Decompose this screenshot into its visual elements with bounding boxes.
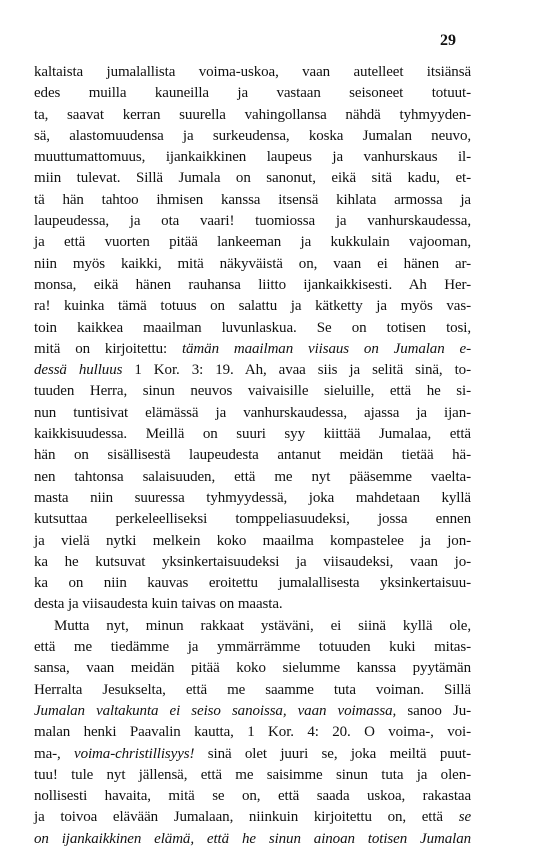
text-segment: ja toivoa elävään Jumalaan, niinkuin kirjoitettu on, että [34, 809, 459, 826]
text-line [34, 211, 471, 232]
text-segment: desta ja viisaudesta kuin taivas on maasta. [34, 596, 283, 613]
italic-text: se [458, 809, 471, 826]
text-line [34, 744, 471, 765]
text-line [34, 232, 471, 253]
text-segment: edes muilla kauneilla ja vastaan seisoneet totuut- [34, 85, 471, 102]
text-line [34, 658, 471, 679]
text-segment: toin kaikkea maailman luvunlaskua. Se on totisen tosi, [34, 319, 471, 336]
text-line [34, 168, 471, 189]
text-segment: ka on niin kauvas eroitettu jumalallisesta yksinkertaisuu- [34, 575, 471, 592]
text-line [34, 424, 471, 445]
text-segment: tuu! tule nyt jällensä, että me saisimme sinun tuta ja olen- [34, 766, 471, 783]
text-segment: Mutta nyt, minun rakkaat ystäväni, ei siinä kyllä ole, [54, 617, 471, 634]
text-line [34, 765, 471, 786]
text-segment: malan henki Paavalin kautta, 1 Kor. 4: 20. O voima-, voi- [34, 724, 471, 741]
text-line [34, 722, 471, 743]
text-line [34, 381, 471, 402]
text-segment: nollisesti havaita, mitä se on, että saada uskoa, rakastaa [34, 788, 471, 805]
text-line [34, 488, 471, 509]
text-line [34, 829, 471, 850]
text-line [34, 637, 471, 658]
text-line [34, 275, 471, 296]
text-line [34, 552, 471, 573]
text-line [34, 467, 471, 488]
text-line [34, 531, 471, 552]
italic-text: on ijankaikkinen elämä, että he sinun ainoan totisen Jumalan [34, 830, 471, 847]
body-text [34, 62, 471, 850]
text-segment: monsa, eikä hänen rauhansa liitto ijankaikkisesti. Ah Her- [34, 276, 471, 293]
text-segment: sinä olet juuri se, joka meiltä puut- [194, 745, 471, 762]
text-segment: ra! kuinka tämä totuus on salattu ja kätketty ja myös vas- [34, 298, 471, 315]
italic-text: dessä hulluus [34, 362, 123, 379]
text-segment: 1 Kor. 3: 19. Ah, avaa siis ja selitä sinä, to- [122, 362, 471, 379]
text-segment: ja että vuorten pitää lankeeman ja kukkulain vajooman, [34, 234, 471, 251]
text-segment: kaltaista jumalallista voima-uskoa, vaan autelleet itsiänsä [34, 64, 471, 80]
text-segment: kutsuttaa perkeleelliseksi tomppeliasuudeksi, jossa ennen [34, 511, 471, 528]
text-segment: masta niin suuressa tyhmyydessä, joka mahdetaan kyllä [34, 489, 471, 506]
text-line [34, 701, 471, 722]
text-segment: kaikkisuudessa. Meillä on suuri syy kiittää Jumalaa, että [34, 426, 471, 443]
text-line [34, 83, 471, 104]
text-segment: muuttumattomuus, ijankaikkinen laupeus ja vanhurskaus il- [34, 149, 471, 166]
text-line [34, 445, 471, 466]
text-segment: ja vielä nytki melkein koko maailma kompastelee ja jon- [34, 532, 471, 549]
text-line [34, 616, 471, 637]
text-segment: tuuden Herra, sinun neuvos vaivaisille sieluille, että he si- [34, 383, 471, 400]
text-line [34, 360, 471, 381]
text-segment: laupeudessa, ja ota vaari! tuomiossa ja vanhurskaudessa, [34, 213, 471, 230]
text-line [34, 403, 471, 424]
text-line [34, 573, 471, 594]
italic-text: tämän maailman viisaus on Jumalan e- [181, 340, 471, 357]
text-line [34, 786, 471, 807]
text-line [34, 509, 471, 530]
text-segment: sä, alastomuudensa ja surkeudensa, koska Jumalan neuvo, [34, 127, 471, 144]
text-segment: tä hän tahtoo ihmisen kanssa itsensä kihlata armossa ja [34, 191, 471, 208]
italic-text: Jumalan valtakunta ei seiso sanoissa, vaan voimassa, [34, 702, 397, 719]
text-line [34, 318, 471, 339]
text-line [34, 254, 471, 275]
text-segment: hän on sisällisestä laupeudesta antanut meidän tietää hä- [34, 447, 471, 464]
text-segment: sanoo Ju- [396, 702, 472, 719]
text-line [34, 807, 471, 828]
text-line [34, 147, 471, 168]
text-line [34, 126, 471, 147]
text-line [34, 62, 471, 83]
text-line [34, 680, 471, 701]
text-segment: nen tahtonsa salaisuuden, että me nyt pääsemme vaelta- [34, 468, 471, 485]
text-line [34, 296, 471, 317]
text-segment: Herralta Jesukselta, että me saamme tuta voiman. Sillä [34, 681, 471, 698]
text-segment: ka he kutsuvat yksinkertaisuudeksi ja viisaudeksi, vaan jo- [34, 553, 471, 570]
text-line [34, 594, 471, 615]
text-segment: että me tiedämme ja ymmärrämme totuuden kuki mitas- [34, 639, 471, 656]
text-segment: nun tuntisivat elämässä ja vanhurskaudessa, ajassa ja ijan- [34, 404, 471, 421]
text-line [34, 190, 471, 211]
text-segment: miin tulevat. Sillä Jumala on sanonut, eikä sitä kadu, et- [34, 170, 471, 187]
text-segment: mitä on kirjoitettu: [34, 340, 182, 357]
text-segment: niin myös kaikki, mitä näkyväistä on, vaan ei hänen ar- [34, 255, 471, 272]
italic-text: voima-christillisyys! [74, 745, 195, 762]
text-segment: sansa, vaan meidän pitää koko sielumme kanssa pyytämän [34, 660, 471, 677]
text-line [34, 339, 471, 360]
text-line [34, 105, 471, 126]
text-segment: ta, saavat kerran suurella vahingollansa nähdä tyhmyyden- [34, 106, 471, 123]
page-number: 29 [440, 32, 456, 49]
text-segment: ma-, [34, 745, 75, 762]
